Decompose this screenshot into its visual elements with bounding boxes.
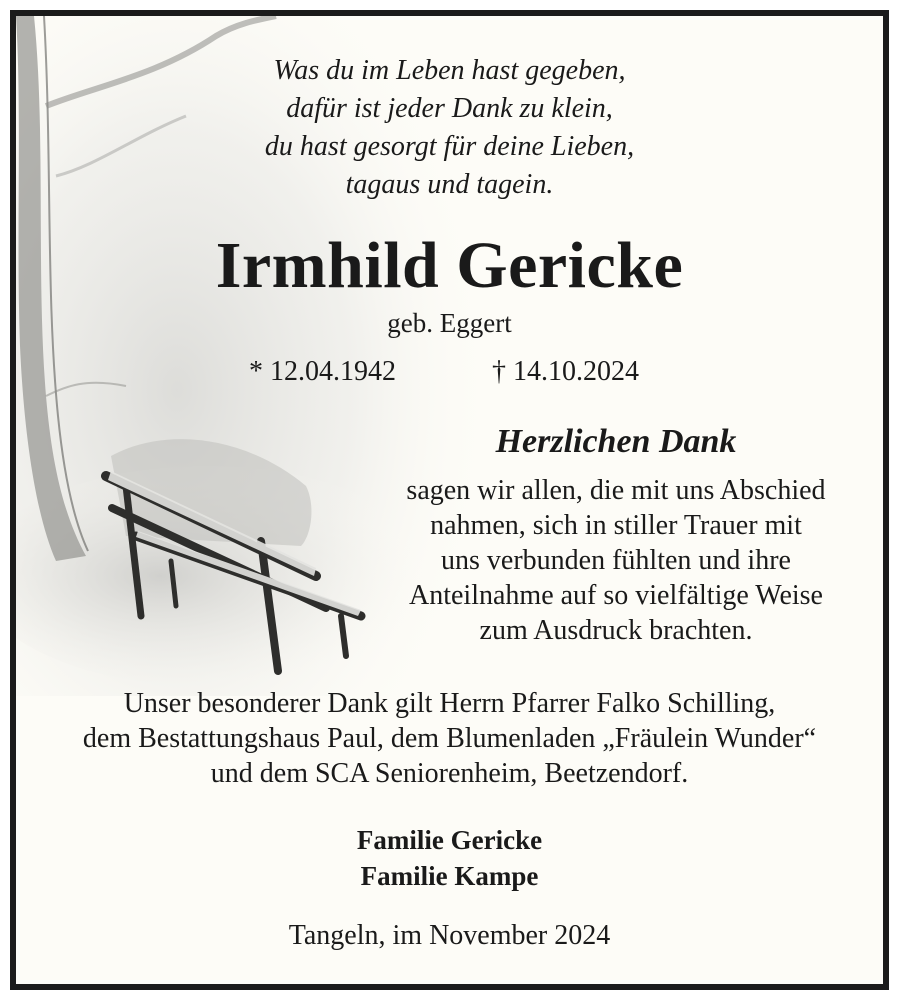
thanks-line: zum Ausdruck brachten. xyxy=(479,615,753,646)
poem-line: dafür ist jeder Dank zu klein, xyxy=(286,93,613,124)
thanks-line: Anteilnahme auf so vielfältige Weise xyxy=(409,580,823,611)
thanks-message xyxy=(376,473,856,648)
thanks-line: uns verbunden fühlten und ihre xyxy=(441,545,791,576)
family-signatures xyxy=(16,822,883,894)
death-date: † 14.10.2024 xyxy=(492,356,639,387)
poem-line: du hast gesorgt für deine Lieben, xyxy=(264,131,635,162)
special-thanks-line: Unser besonderer Dank gilt Herrn Pfarrer Falko Schilling, xyxy=(123,688,776,719)
thanks-line: nahmen, sich in stiller Trauer mit xyxy=(430,510,802,541)
family-name: Familie Gericke xyxy=(356,825,543,855)
poem-line: tagaus und tagein. xyxy=(345,169,554,200)
birth-date: * 12.04.1942 xyxy=(249,356,396,387)
place-and-date: Tangeln, im November 2024 xyxy=(288,920,611,951)
deceased-name: Irmhild Gericke xyxy=(215,229,684,302)
special-thanks xyxy=(16,686,883,791)
obituary-card xyxy=(10,10,889,990)
poem-line: Was du im Leben hast gegeben, xyxy=(273,55,626,86)
thanks-line: sagen wir allen, die mit uns Abschied xyxy=(406,475,826,506)
thanks-heading: Herzlichen Dank xyxy=(495,423,737,460)
special-thanks-line: dem Bestattungshaus Paul, dem Blumenladen „Fräulein Wunder“ xyxy=(82,723,817,754)
maiden-name: geb. Eggert xyxy=(387,308,512,338)
memorial-poem xyxy=(16,52,883,204)
family-name: Familie Kampe xyxy=(360,861,539,891)
special-thanks-line: und dem SCA Seniorenheim, Beetzendorf. xyxy=(210,758,689,789)
